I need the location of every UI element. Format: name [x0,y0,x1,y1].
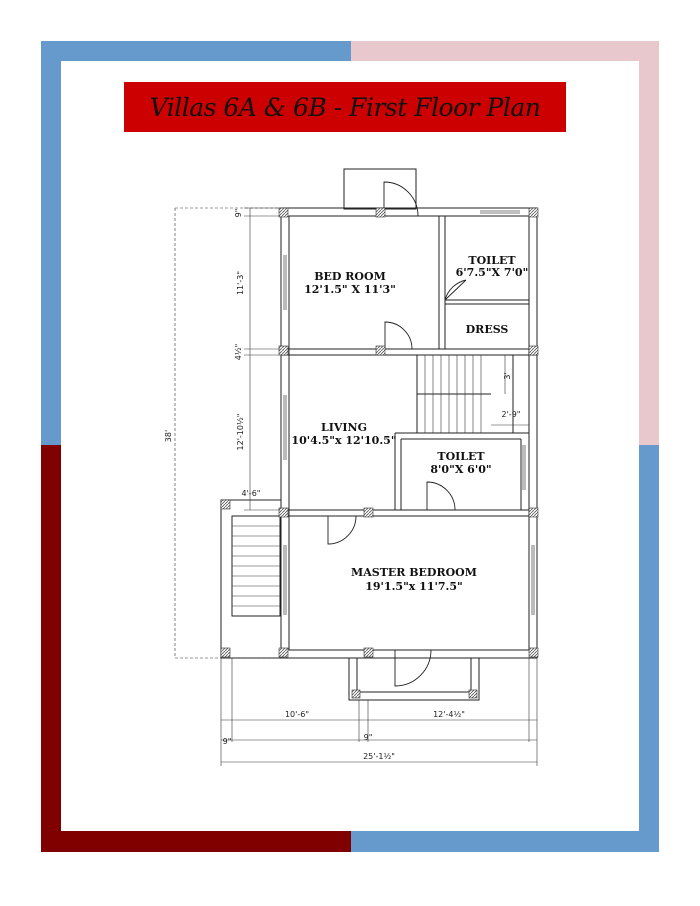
toilet2-label: TOILET [437,450,485,463]
dim-wall-mid: 9" [363,733,373,742]
door-swing [384,182,418,216]
master-bedroom-size: 19'1.5"x 11'7.5" [365,580,463,593]
toilet1-label: TOILET [468,254,516,267]
dim-mid-wall: 4½" [234,343,243,361]
living-label: LIVING [320,421,368,434]
dim-overall-height: 38' [164,429,173,443]
dim-bedroom-height: 11'-3" [236,270,245,296]
dim-wall-left: 9" [222,737,232,746]
dim-overall-width: 25'-1½" [363,752,395,761]
dim-stair-landing: 2'-9" [501,410,521,419]
master-bedroom-label: MASTER BEDROOM [351,566,477,579]
dress-label: DRESS [465,323,509,336]
dim-living-height: 12'-10½" [236,413,245,451]
bedroom-label: BED ROOM [314,270,386,283]
page-title: Villas 6A & 6B - First Floor Plan [149,92,541,122]
dim-top-wall: 9" [234,208,243,218]
dim-bottom-left: 10'-6" [284,710,310,719]
dim-bottom-right: 12'-4½" [433,710,465,719]
dim-stair-rise: 3' [503,372,512,380]
dim-stair-width: 4'-6" [241,489,261,498]
bedroom-size: 12'1.5" X 11'3" [304,283,396,296]
toilet2-size: 8'0"X 6'0" [430,463,492,476]
toilet1-size: 6'7.5"X 7'0" [455,266,529,279]
living-size: 10'4.5"x 12'10.5" [291,434,397,447]
